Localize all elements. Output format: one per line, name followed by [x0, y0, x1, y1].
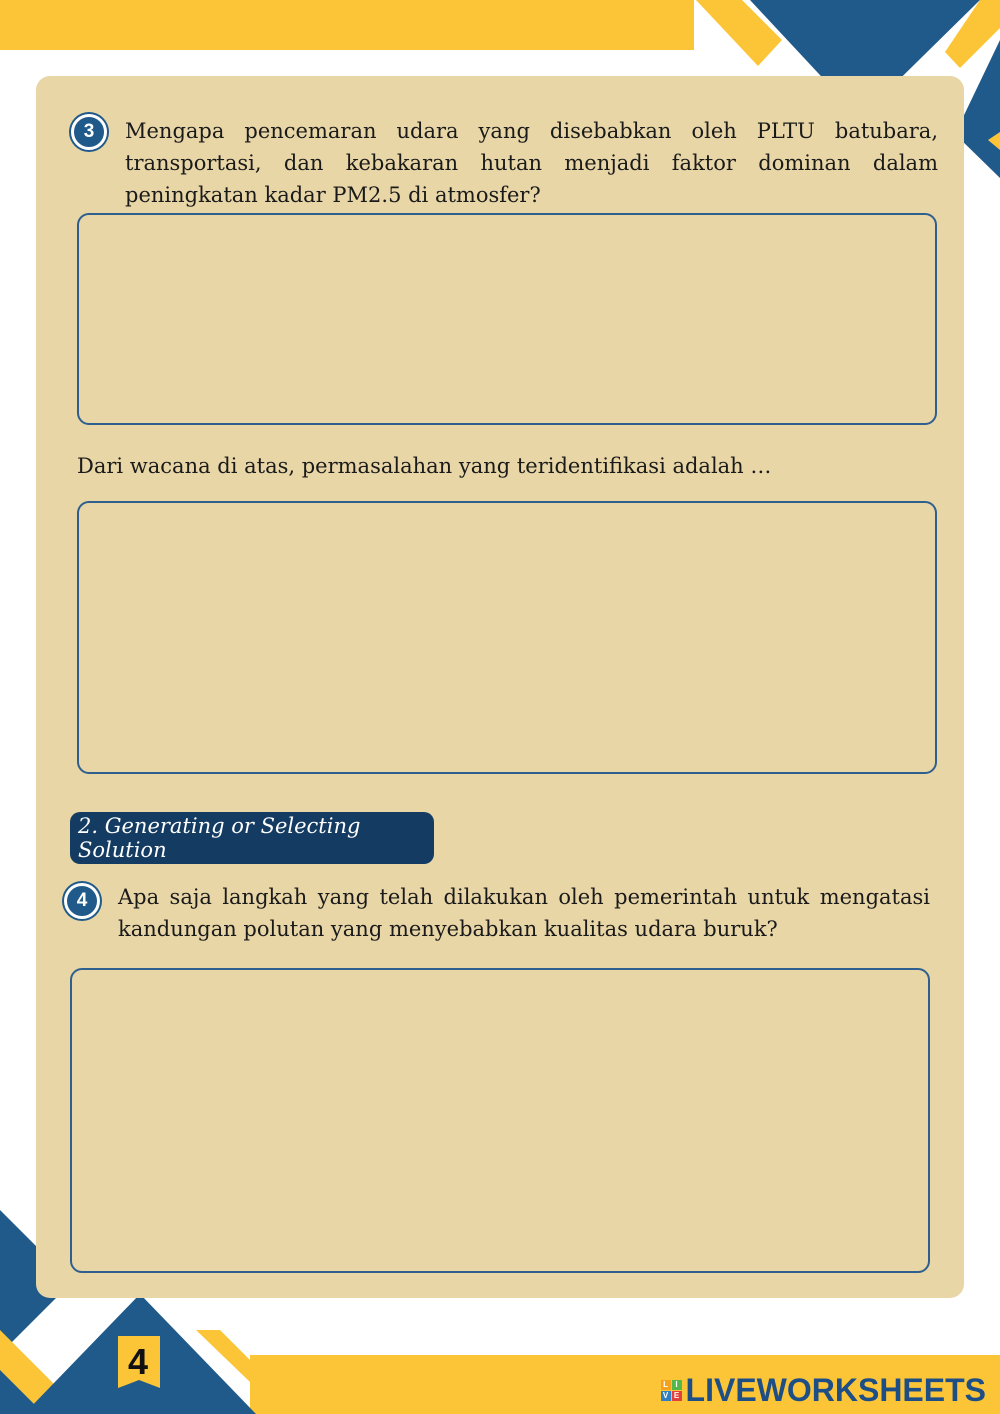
section-heading-label: 2. Generating or Selecting Solution [78, 814, 361, 862]
liveworksheets-logo-icon: L I V E [661, 1380, 682, 1401]
problem-prompt: Dari wacana di atas, permasalahan yang teridentifikasi adalah … [77, 454, 772, 478]
page-number: 4 [127, 1341, 149, 1382]
question-3-badge: 3 [71, 114, 107, 150]
question-4-text: Apa saja langkah yang telah dilakukan oleh pemerintah untuk mengatasi kandungan polutan yang menyebabkan kualitas udara buruk? [118, 885, 930, 941]
problem-answer-box[interactable] [77, 501, 937, 774]
top-yellow-band [0, 0, 694, 50]
question-3-text: Mengapa pencemaran udara yang disebabkan oleh PLTU batubara, transportasi, dan kebakaran hutan menjadi faktor dominan dalam peningkatan kadar PM2.5 di atmosfer? [125, 119, 938, 207]
question-3-answer-box[interactable] [77, 213, 937, 425]
liveworksheets-brand[interactable] [661, 1370, 986, 1410]
liveworksheets-wordmark: LIVEWORKSHEETS [685, 1371, 986, 1408]
question-4-badge: 4 [64, 883, 100, 919]
question-4-answer-box[interactable] [70, 968, 930, 1273]
section-heading [70, 812, 434, 864]
